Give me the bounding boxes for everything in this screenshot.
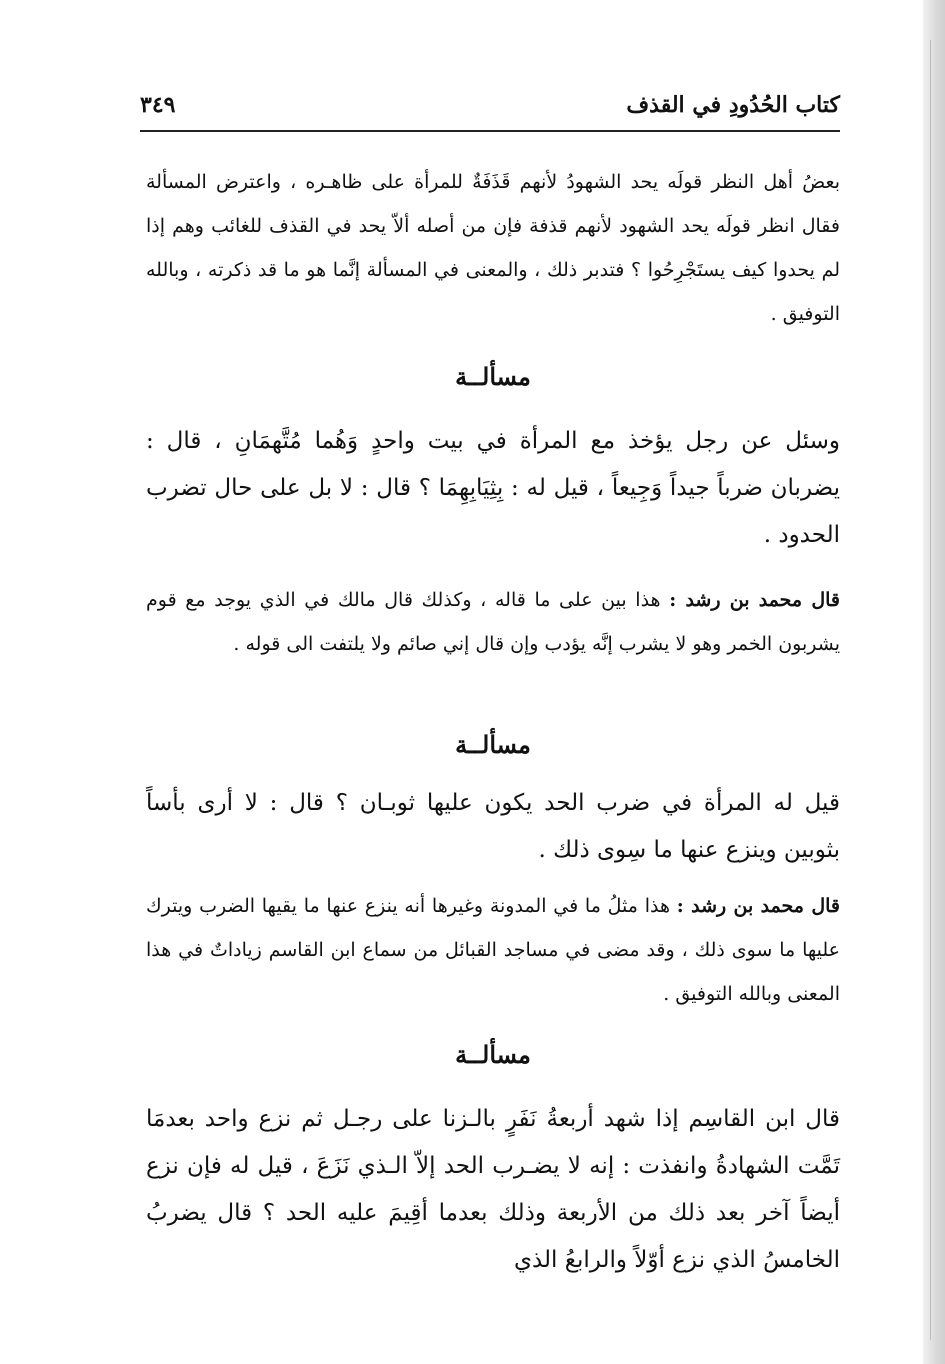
intro-text: بعضُ أهل النظر قولَه يحد الشهودُ لأنهم قَذَفَةٌ للمرأة على ظاهـره ، واعترض المسألة فقال انظر قولَه يحد الشهود لأنهم قذفة فإن من أصله ألاّ يحد في القذف للغائب وهم إذا لم يحدوا كيف يستَجْرِحُوا ؟ فتدبر ذلك ، والمعنى في المسألة إنَّما هو ما قد ذكرته ، وبالله التوفيق .	[146, 171, 840, 325]
intro-paragraph	[146, 160, 840, 336]
question-1-text: وسئل عن رجل يؤخذ مع المرأة في بيت واحدٍ وَهُما مُتَّهمَانِ ، قال : يضربان ضرباً جيداً وَجِيعاً ، قيل له : بِثِيَابِهِمَا ؟ قال : لا بل على حال تضرب الحدود .	[146, 428, 840, 548]
header-rule	[140, 130, 840, 132]
commentary-2	[146, 884, 840, 1016]
commentary-1-paragraph	[146, 578, 840, 666]
section-heading-3: مسألــة	[455, 1040, 531, 1069]
page-edge-line	[930, 40, 931, 1340]
commentary-2-paragraph	[146, 884, 840, 1016]
commentary-1	[146, 578, 840, 666]
commentary-1-text: هذا بين على ما قاله ، وكذلك قال مالك في الذي يوجد مع قوم يشربون الخمر وهو لا يشرب إنَّه يؤدب وإن قال إني صائم ولا يلتفت الى قوله .	[146, 589, 840, 655]
running-header	[140, 92, 840, 126]
commentary-2-lead: قال محمد بن رشد :	[676, 895, 840, 917]
section-heading-1: مسألــة	[455, 362, 531, 391]
commentary-1-lead: قال محمد بن رشد :	[669, 589, 841, 611]
question-1-paragraph	[146, 418, 840, 559]
page-edge-shadow	[923, 0, 945, 1364]
question-2-text: قيل له المرأة في ضرب الحد يكون عليها ثوبـان ؟ قال : لا أرى بأساً بثوبين وينزع عنها ما سِوى ذلك .	[146, 790, 840, 863]
question-2-paragraph	[146, 780, 840, 874]
section-heading-2: مسألــة	[455, 730, 531, 759]
header-title: كتاب الحُدُودِ في القذف	[626, 92, 840, 118]
page-number: ٣٤٩	[140, 92, 176, 118]
question-3-paragraph	[146, 1096, 840, 1284]
question-3-text: قال ابن القاسِم إذا شهد أربعةُ نَفَرٍ بالـزنا على رجـل ثم نزع واحد بعدمَا تَمَّت الشهادةُ وانفذت : إنه لا يضـرب الحد إلاّ الـذي نَزَعَ ، قيل له فإن نزع أيضاً آخر بعد ذلك من الأربعة وذلك بعدما أقِيمَ عليه الحد ؟ قال يضربُ الخامسُ الذي نزع أوّلاً والرابعُ الذي	[146, 1106, 840, 1273]
commentary-2-text: هذا مثلُ ما في المدونة وغيرها أنه ينزع عنها ما يقيها الضرب ويترك عليها ما سوى ذلك ، وقد مضى في مساجد القبائل من سماع ابن القاسم زياداتٌ في هذا المعنى وبالله التوفيق .	[146, 895, 840, 1005]
